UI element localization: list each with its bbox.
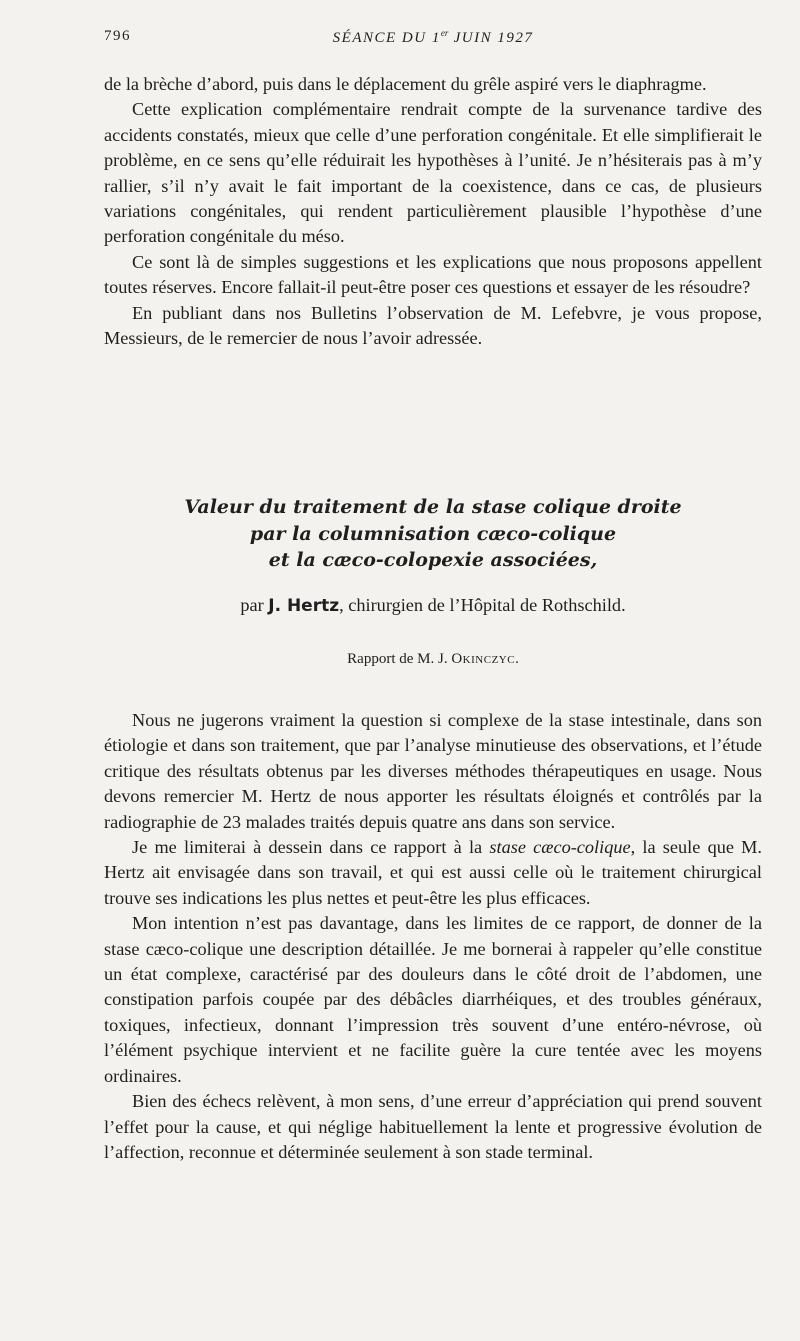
previous-article-text (104, 72, 762, 351)
paragraph-text: , la seule que M. Hertz ait envisagée dans son travail, et qui est aussi celle où le traitement chirurgical trouve ses indications les plus nettes et peut-être les plus efficaces. (104, 837, 762, 908)
paragraph: Bien des échecs relèvent, à mon sens, d’une erreur d’appréciation qui prend souvent l’effet pour la cause, et qui néglige habituellement la lente et progressive évolution de l’affection, reconnue et déterminée seulement à son stade terminal. (104, 1091, 762, 1162)
paragraph-continuation: de la brèche d’abord, puis dans le déplacement du grêle aspiré vers le diaphragme. (104, 74, 707, 94)
report-line (104, 651, 762, 668)
paragraph: Cette explication complémentaire rendrait compte de la survenance tardive des accidents constatés, mieux que celle d’une perforation congénitale. Et elle simplifierait le problème, en ce sens qu’elle réduirait les hypothèses à l’unité. Je n’hésiterais pas à m’y rallier, s’il n’y avait le fait important de la coexistence, dans ce cas, de plusieurs variations congénitales, qui rendent particulièrement plausible l’hypothèse d’une perforation congénitale du méso. (104, 99, 762, 247)
byline-prefix: par (240, 595, 269, 615)
emphasis-term: stase cæco-colique (489, 837, 631, 858)
author-name: J. Hertz (268, 596, 340, 616)
paragraph (104, 835, 762, 911)
report-suffix: . (515, 651, 519, 667)
paragraph: Ce sont là de simples suggestions et les explications que nous proposons appellent toutes réserves. Encore fallait-il peut-être poser ces questions et essayer de les résoudre? (104, 251, 762, 298)
article-title-line: par la columnisation cæco-colique (249, 522, 617, 545)
session-header (104, 28, 762, 47)
paragraph: Nous ne jugerons vraiment la question si complexe de la stase intestinale, dans son étiologie et dans son traitement, que par l’analyse minutieuse des observations, et l’étude critique des résultats obtenus par les diverses méthodes thérapeutiques en usage. Nous devons remercier M. Hertz de nous apporter les résultats éloignés et contrôlés par la radiographie de 23 malades traités depuis quatre ans dans son service. (104, 710, 762, 832)
article-title-line: Valeur du traitement de la stase colique droite (184, 496, 682, 518)
article-title-line: et la cæco-colopexie associées, (268, 549, 598, 571)
paragraph: En publiant dans nos Bulletins l’observation de M. Lefebvre, je vous propose, Messieurs, de le remercier de nous l’avoir adressée. (104, 302, 762, 349)
paragraph: Mon intention n’est pas davantage, dans les limites de ce rapport, de donner de la stase cæco-colique une description détaillée. Je me bornerai à rappeler qu’elle constitue un état complexe, caractérisé par des douleurs dans le côté droit de l’abdomen, une constipation parfois coupée par des débâcles diarrhéiques, et des troubles généraux, toxiques, infectieux, donnant l’impression très souvent d’une entéro-névrose, où l’élément psychique intervient et ne facilite guère la cure tentée avec les moyens ordinaires. (104, 913, 762, 1086)
session-title-suffix: JUIN 1927 (448, 30, 534, 46)
article-title (104, 494, 762, 574)
report-prefix: Rapport de M. J. (347, 651, 452, 667)
article-body (104, 708, 762, 1165)
session-title-prefix: SÉANCE DU 1 (332, 30, 441, 46)
running-head (104, 28, 762, 52)
session-title-superscript: er (440, 28, 449, 38)
paragraph-text: Je me limiterai à dessein dans ce rapport à la (132, 837, 490, 858)
byline (104, 595, 762, 616)
page-number: 796 (104, 28, 131, 44)
author-affiliation: , chirurgien de l’Hôpital de Rothschild. (339, 595, 626, 615)
reporter-name: Okinczyc (451, 651, 516, 667)
